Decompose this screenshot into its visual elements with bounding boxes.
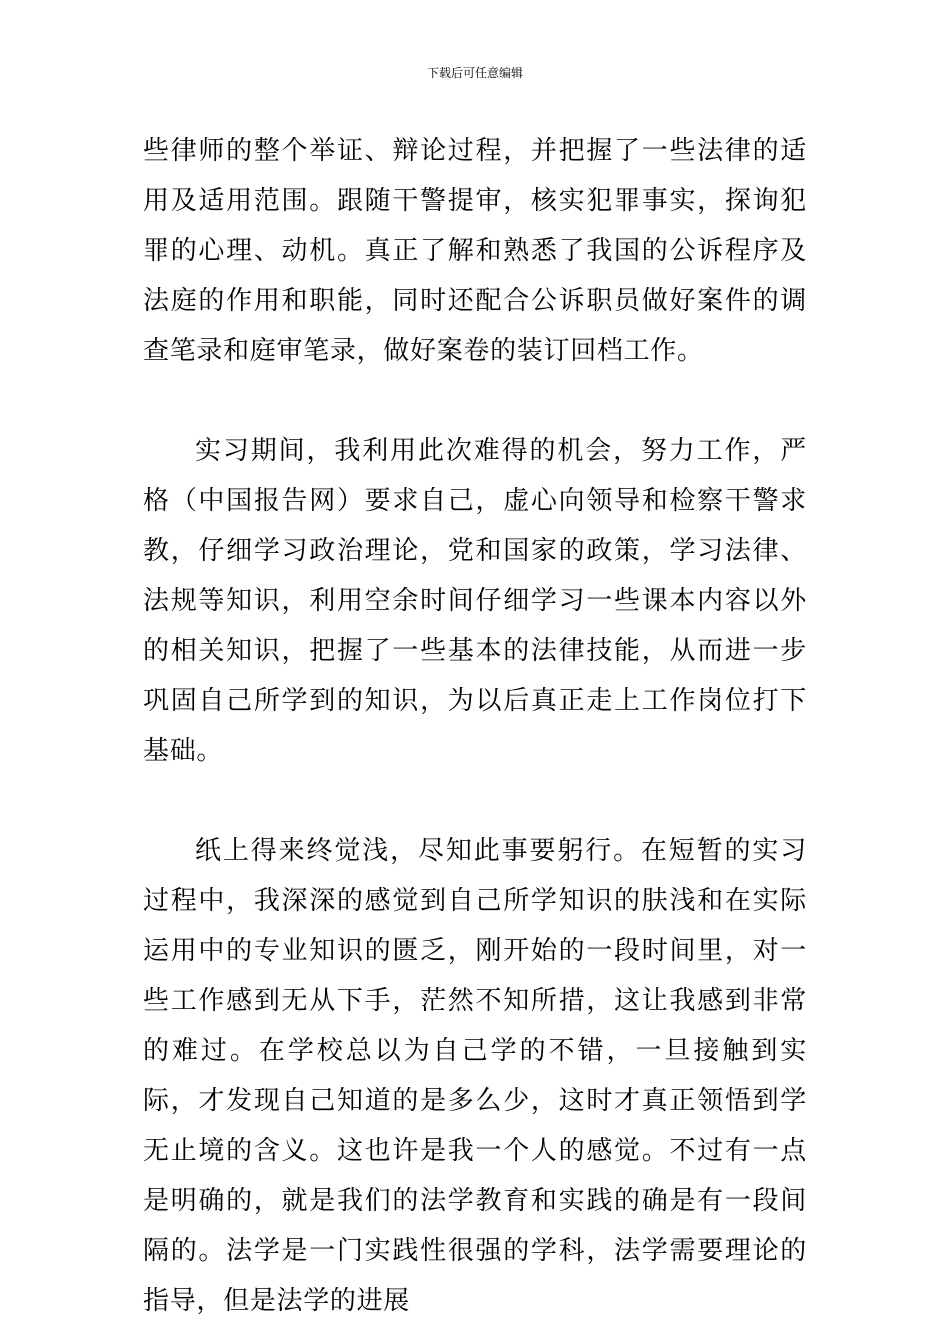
page-header-note: 下载后可任意编辑 [426,66,523,80]
paragraph-3: 纸上得来终觉浅，尽知此事要躬行。在短暂的实习过程中，我深深的感觉到自己所学知识的肤浅和在实际运用中的专业知识的匮乏，刚开始的一段时间里，对一些工作感到无从下手，茫然不知所措，这让我感到非常的难过。在学校总以为自己学的不错，一旦接触到实际，才发现自己知道的是多么少，这时才真正领悟到学无止境的含义。这也许是我一个人的感觉。不过有一点是明确的，就是我们的法学教育和实践的确是有一段间隔的。法学是一门实践性很强的学科，法学需要理论的指导，但是法学的进展 [143,836,807,1316]
paragraph-2: 实习期间，我利用此次难得的机会，努力工作，严格（中国报告网）要求自己，虚心向领导和检察干警求教，仔细学习政治理论，党和国家的政策，学习法律、法规等知识，利用空余时间仔细学习一些课本内容以外的相关知识，把握了一些基本的法律技能，从而进一步巩固自己所学到的知识，为以后真正走上工作岗位打下基础。 [143,436,807,766]
paragraph-1: 些律师的整个举证、辩论过程，并把握了一些法律的适用及适用范围。跟随干警提审，核实犯罪事实，探询犯罪的心理、动机。真正了解和熟悉了我国的公诉程序及法庭的作用和职能，同时还配合公诉职员做好案件的调查笔录和庭审笔录，做好案卷的装订回档工作。 [143,136,807,366]
paragraph-spacer [143,776,807,826]
document-body [143,126,807,1326]
paragraph-spacer [143,376,807,426]
